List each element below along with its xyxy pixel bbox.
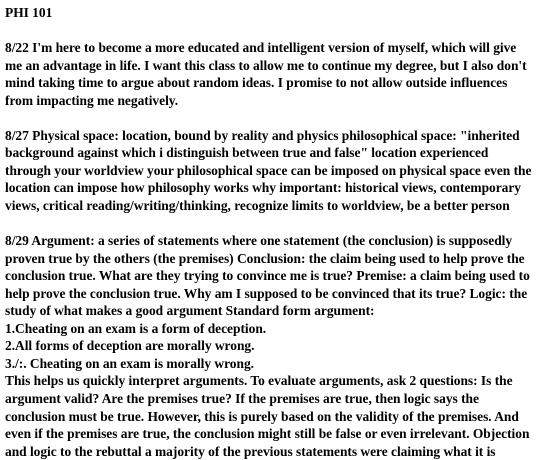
argument-conclusion: 3./:. Cheating on an exam is morally wrong.: [5, 355, 254, 371]
entry-line: views, critical reading/writing/thinking, recognize limits to worldview, be a better person: [5, 198, 510, 214]
entry-line: me an advantage in life. I want this class to allow me to continue my degree, but I also don't: [5, 57, 527, 73]
entry-line: even if the premises are true, the conclusion might still be false or even irrelevant. Objection: [5, 426, 530, 442]
entry-line: through your worldview your philosophical space can be imposed on physical space even the: [5, 162, 532, 178]
paragraph-spacer: [5, 215, 538, 233]
document-body: [5, 4, 538, 460]
entry-line: This helps us quickly interpret arguments. To evaluate arguments, ask 2 questions: Is the: [5, 373, 513, 389]
argument-premise-2: 2.All forms of deception are morally wrong.: [5, 338, 255, 354]
paragraph-spacer: [5, 22, 538, 40]
entry-line: help prove the conclusion true. Why am I supposed to be convinced that its true? Logic: the: [5, 285, 528, 301]
entry-8-29: [5, 232, 538, 460]
entry-line: conclusion true. What are they trying to convince me is true? Premise: a claim being used to: [5, 268, 530, 284]
entry-line: 8/27 Physical space: location, bound by reality and physics philosophical space: "inherited: [5, 127, 520, 143]
entry-line: mind taking time to argue about random ideas. I promise to not allow outside influences: [5, 75, 508, 91]
entry-line: conclusion must be true. However, this is purely based on the validity of the premises. And: [5, 408, 519, 424]
argument-premise-1: 1.Cheating on an exam is a form of deception.: [5, 320, 267, 336]
entry-8-27: [5, 127, 538, 215]
entry-line: and logic to the rebuttal a majority of the previous statements were claiming what it is: [5, 443, 496, 459]
entry-line: background against which i distinguish between true and false" location experienced: [5, 145, 489, 161]
entry-line: 8/29 Argument: a series of statements where one statement (the conclusion) is supposedly: [5, 233, 513, 249]
entry-line: study of what makes a good argument Standard form argument:: [5, 303, 375, 319]
entry-line: 8/22 I'm here to become a more educated and intelligent version of myself, which will give: [5, 40, 517, 56]
entry-8-22: [5, 39, 538, 109]
entry-line: from impacting me negatively.: [5, 92, 179, 108]
paragraph-spacer: [5, 109, 538, 127]
document-title: PHI 101: [5, 5, 53, 20]
entry-line: location can impose how philosophy works why important: historical views, contemporary: [5, 180, 522, 196]
entry-line: argument valid? Are the premises true? If the premises are true, then logic says the: [5, 391, 479, 407]
entry-line: proven true by the others (the premises) Conclusion: the claim being used to help prove the: [5, 250, 525, 266]
